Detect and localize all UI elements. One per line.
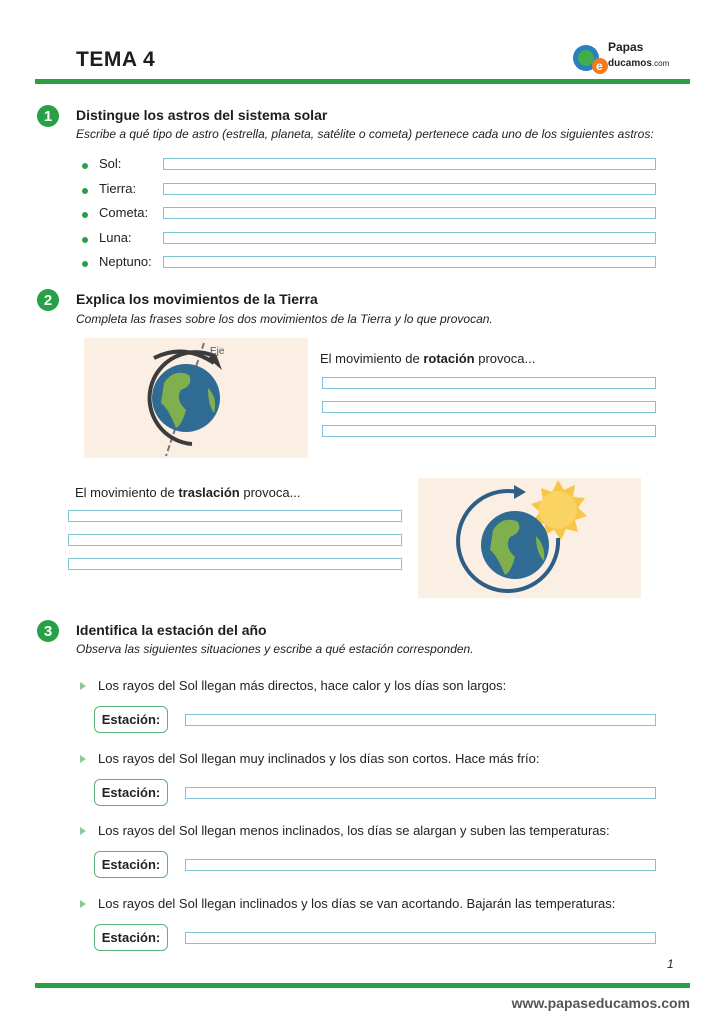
triangle-bullet-icon: [80, 827, 86, 835]
astro-answer-field[interactable]: [163, 256, 656, 268]
section-number: 1: [37, 105, 59, 127]
section-subtitle: Observa las siguientes situaciones y escribe a qué estación corresponden.: [76, 642, 474, 656]
header-divider: [35, 79, 690, 84]
bullet-icon: [82, 237, 88, 243]
papaseducamos-logo: [570, 38, 690, 74]
situation-text: Los rayos del Sol llegan muy inclinados y los días son cortos. Hace más frío:: [98, 750, 540, 766]
rotation-answer-line-1[interactable]: [322, 377, 656, 389]
station-answer-field[interactable]: [185, 859, 656, 871]
station-answer-field[interactable]: [185, 714, 656, 726]
astro-label: Tierra:: [99, 180, 137, 196]
section-title: Distingue los astros del sistema solar: [76, 107, 328, 123]
station-label: Estación:: [94, 924, 168, 951]
section-subtitle: Completa las frases sobre los dos movimientos de la Tierra y lo que provocan.: [76, 312, 493, 326]
station-answer-field[interactable]: [185, 787, 656, 799]
section-title: Identifica la estación del año: [76, 622, 267, 638]
astro-answer-field[interactable]: [163, 158, 656, 170]
logo-icon: [570, 38, 610, 74]
situation-text: Los rayos del Sol llegan menos inclinados, los días se alargan y suben las temperaturas:: [98, 823, 610, 838]
prompt-prefix: El movimiento de: [320, 351, 424, 366]
situation-text: Los rayos del Sol llegan inclinados y los días se van acortando. Bajarán las temperaturas:: [98, 895, 616, 911]
translation-answer-line-3[interactable]: [68, 558, 402, 570]
triangle-bullet-icon: [80, 755, 86, 763]
translation-illustration: [418, 478, 641, 598]
prompt-keyword: rotación: [423, 351, 475, 366]
prompt-suffix: provoca...: [474, 351, 536, 366]
footer-url: www.papaseducamos.com: [511, 995, 690, 1011]
rotation-illustration: [84, 338, 308, 458]
astro-label: Cometa:: [99, 205, 149, 220]
station-answer-field[interactable]: [185, 932, 656, 944]
rotation-answer-line-3[interactable]: [322, 425, 656, 437]
rotation-prompt: [320, 351, 535, 366]
translation-prompt: [75, 485, 300, 500]
logo-educamos: ducamos.com: [608, 58, 670, 69]
station-label: Estación:: [94, 779, 168, 806]
page-number: 1: [667, 957, 674, 971]
footer-divider: [35, 983, 690, 988]
svg-text:e: e: [596, 59, 603, 73]
page-title: TEMA 4: [76, 48, 156, 71]
translation-answer-line-1[interactable]: [68, 510, 402, 522]
astro-answer-field[interactable]: [163, 183, 656, 195]
section-number: 3: [37, 620, 59, 642]
astro-answer-field[interactable]: [163, 207, 656, 219]
rotation-answer-line-2[interactable]: [322, 401, 656, 413]
triangle-bullet-icon: [80, 682, 86, 690]
astro-label: Luna:: [99, 229, 132, 245]
station-label: Estación:: [94, 706, 168, 733]
astro-answer-field[interactable]: [163, 232, 656, 244]
prompt-prefix: El movimiento de: [75, 485, 179, 500]
section-subtitle: Escribe a qué tipo de astro (estrella, planeta, satélite o cometa) pertenece cada uno de los siguientes astros:: [76, 127, 654, 141]
section-number: 2: [37, 289, 59, 311]
situation-text: Los rayos del Sol llegan más directos, hace calor y los días son largos:: [98, 678, 507, 693]
translation-answer-line-2[interactable]: [68, 534, 402, 546]
bullet-icon: [82, 212, 88, 218]
station-label: Estación:: [94, 851, 168, 878]
prompt-keyword: traslación: [178, 485, 240, 500]
astro-label: Neptuno:: [99, 254, 152, 269]
section-title: Explica los movimientos de la Tierra: [76, 291, 318, 307]
bullet-icon: [82, 261, 88, 267]
triangle-bullet-icon: [80, 900, 86, 908]
bullet-icon: [82, 188, 88, 194]
axis-label: Eje: [210, 346, 225, 357]
prompt-suffix: provoca...: [239, 485, 301, 500]
astro-label: Sol:: [99, 156, 122, 171]
logo-papas: Papas: [608, 40, 644, 54]
bullet-icon: [82, 163, 88, 169]
